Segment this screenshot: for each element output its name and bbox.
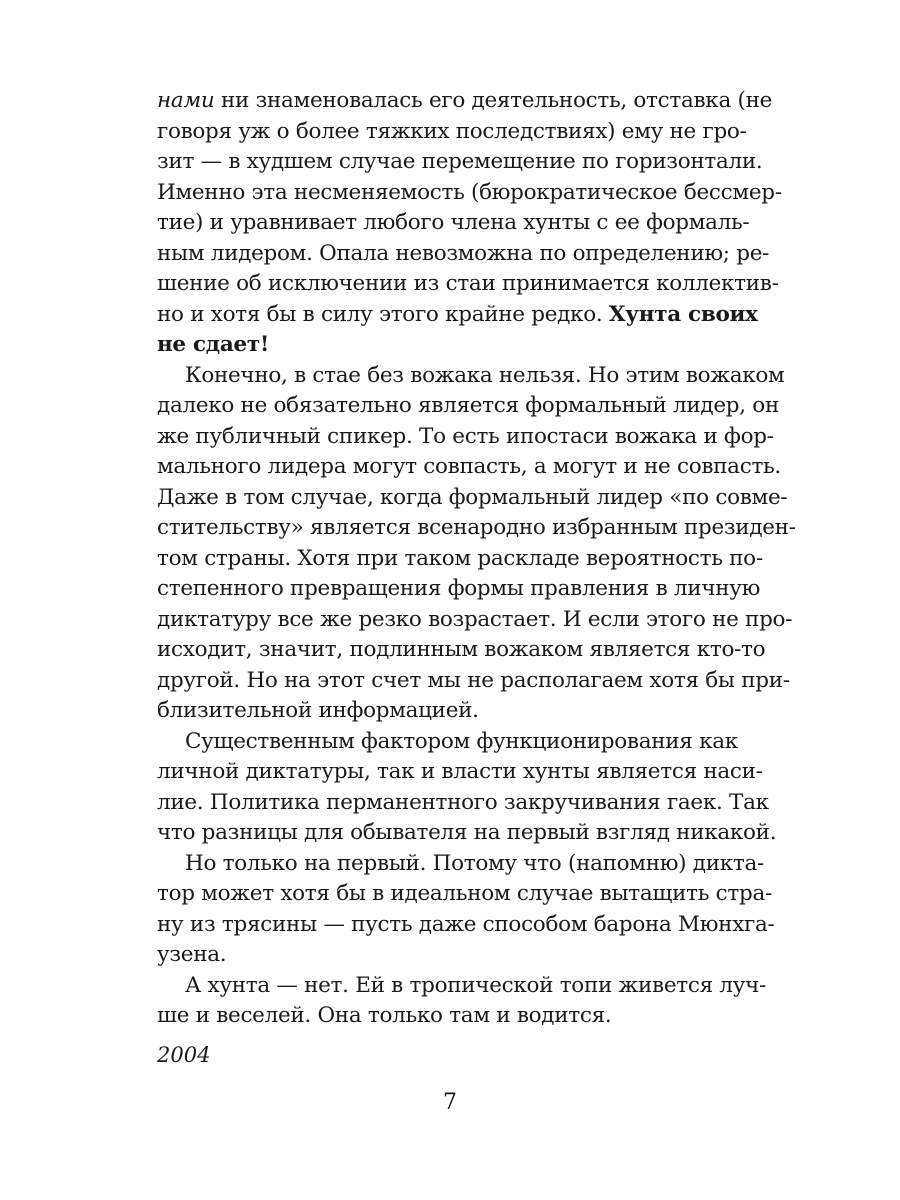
text-run: степенного превращения формы правления в личную: [157, 576, 761, 601]
text-line: [157, 727, 738, 758]
bold-text: Хунта своих: [608, 301, 758, 327]
text-line: [157, 117, 747, 148]
text-run: Существенным фактором функционирования как: [185, 728, 738, 754]
text-line: [157, 818, 777, 849]
text-run: исходит, значит, подлинным вожаком является кто-то: [157, 637, 766, 662]
text-line: [157, 239, 770, 270]
text-line: [157, 300, 758, 331]
bold-text: не сдает!: [157, 332, 269, 357]
text-line: [157, 1001, 723, 1032]
text-run: близительной информацией.: [157, 698, 479, 723]
text-run: что разницы для обывателя на первый взгляд никакой.: [157, 820, 777, 845]
text-line: [157, 971, 766, 1002]
text-line: [157, 635, 766, 666]
text-run: ну из трясины — пусть даже способом барона Мюнхга-: [157, 911, 775, 937]
text-run: шение об исключении из стаи принимается коллектив-: [157, 271, 779, 296]
text-line: [157, 879, 772, 910]
text-run: мального лидера могут совпасть, а могут и не совпасть.: [157, 454, 781, 479]
paragraph: [157, 971, 766, 1032]
text-run: узена.: [157, 942, 227, 967]
text-body: [157, 86, 796, 1032]
text-run: другой. Но на этот счет мы не располагаем хотя бы при-: [157, 667, 790, 693]
text-line: [157, 574, 761, 605]
paragraph: [157, 727, 777, 849]
text-line: [157, 483, 788, 514]
text-run: зит — в худшем случае перемещение по горизонтали.: [157, 149, 763, 174]
text-run: диктатуру все же резко возрастает. И если этого не про-: [157, 606, 793, 632]
text-run: ным лидером. Опала невозможна по определению; ре-: [157, 240, 770, 266]
text-line: [157, 86, 773, 117]
text-run: личной диктатуры, так и власти хунты является наси-: [157, 759, 763, 784]
text-run: далеко не обязательно является формальный лидер, он: [157, 393, 779, 418]
italic-text: нами: [157, 88, 215, 113]
text-line: [157, 788, 769, 819]
text-line: [157, 513, 796, 544]
text-line: [157, 208, 750, 239]
text-line: [157, 849, 764, 880]
text-run: тор может хотя бы в идеальном случае вытащить стра-: [157, 881, 772, 906]
text-run: Но только на первый. Потому что (напомню) дикта-: [185, 850, 764, 876]
page-number: 7: [443, 1090, 457, 1115]
text-run: Даже в том случае, когда формальный лидер «по совме-: [157, 484, 788, 510]
text-line: [157, 422, 774, 453]
text-run: стительству» является всенародно избранным президен-: [157, 515, 796, 540]
text-run: лие. Политика перманентного закручивания гаек. Так: [157, 789, 769, 815]
text-run: том страны. Хотя при таком раскладе вероятность по-: [157, 545, 763, 571]
text-run: ни знаменовалась его деятельность, отставка (не: [214, 88, 773, 113]
text-run: Конечно, в стае без вожака нельзя. Но этим вожаком: [185, 362, 785, 388]
text-line: [157, 910, 775, 941]
text-line: [157, 452, 781, 483]
text-line: [157, 361, 785, 392]
text-run: говоря уж о более тяжких последствиях) ему не гро-: [157, 118, 747, 144]
text-line: [157, 269, 779, 300]
text-line: [157, 696, 723, 727]
paragraph: [157, 849, 775, 971]
text-line: [157, 330, 723, 361]
text-line: [157, 940, 723, 971]
paragraph: [157, 86, 782, 361]
text-line: [157, 757, 763, 788]
text-run: А хунта — нет. Ей в тропической топи живется луч-: [185, 972, 766, 998]
text-run: но и хотя бы в силу этого крайне редко.: [157, 301, 609, 327]
text-run: тие) и уравнивает любого члена хунты с ее формаль-: [157, 210, 750, 235]
essay-date: 2004: [157, 1042, 211, 1067]
text-run: Именно эта несменяемость (бюрократическое бессмер-: [157, 179, 782, 205]
paragraph: [157, 361, 796, 727]
text-line: [157, 147, 763, 178]
text-line: [157, 178, 782, 209]
text-line: [157, 391, 779, 422]
text-line: [157, 605, 793, 636]
page-body: [157, 86, 796, 1070]
text-run: же публичный спикер. То есть ипостаси вожака и фор-: [157, 423, 774, 449]
text-line: [157, 666, 790, 697]
text-line: [157, 544, 763, 575]
text-run: ше и веселей. Она только там и водится.: [157, 1003, 612, 1028]
